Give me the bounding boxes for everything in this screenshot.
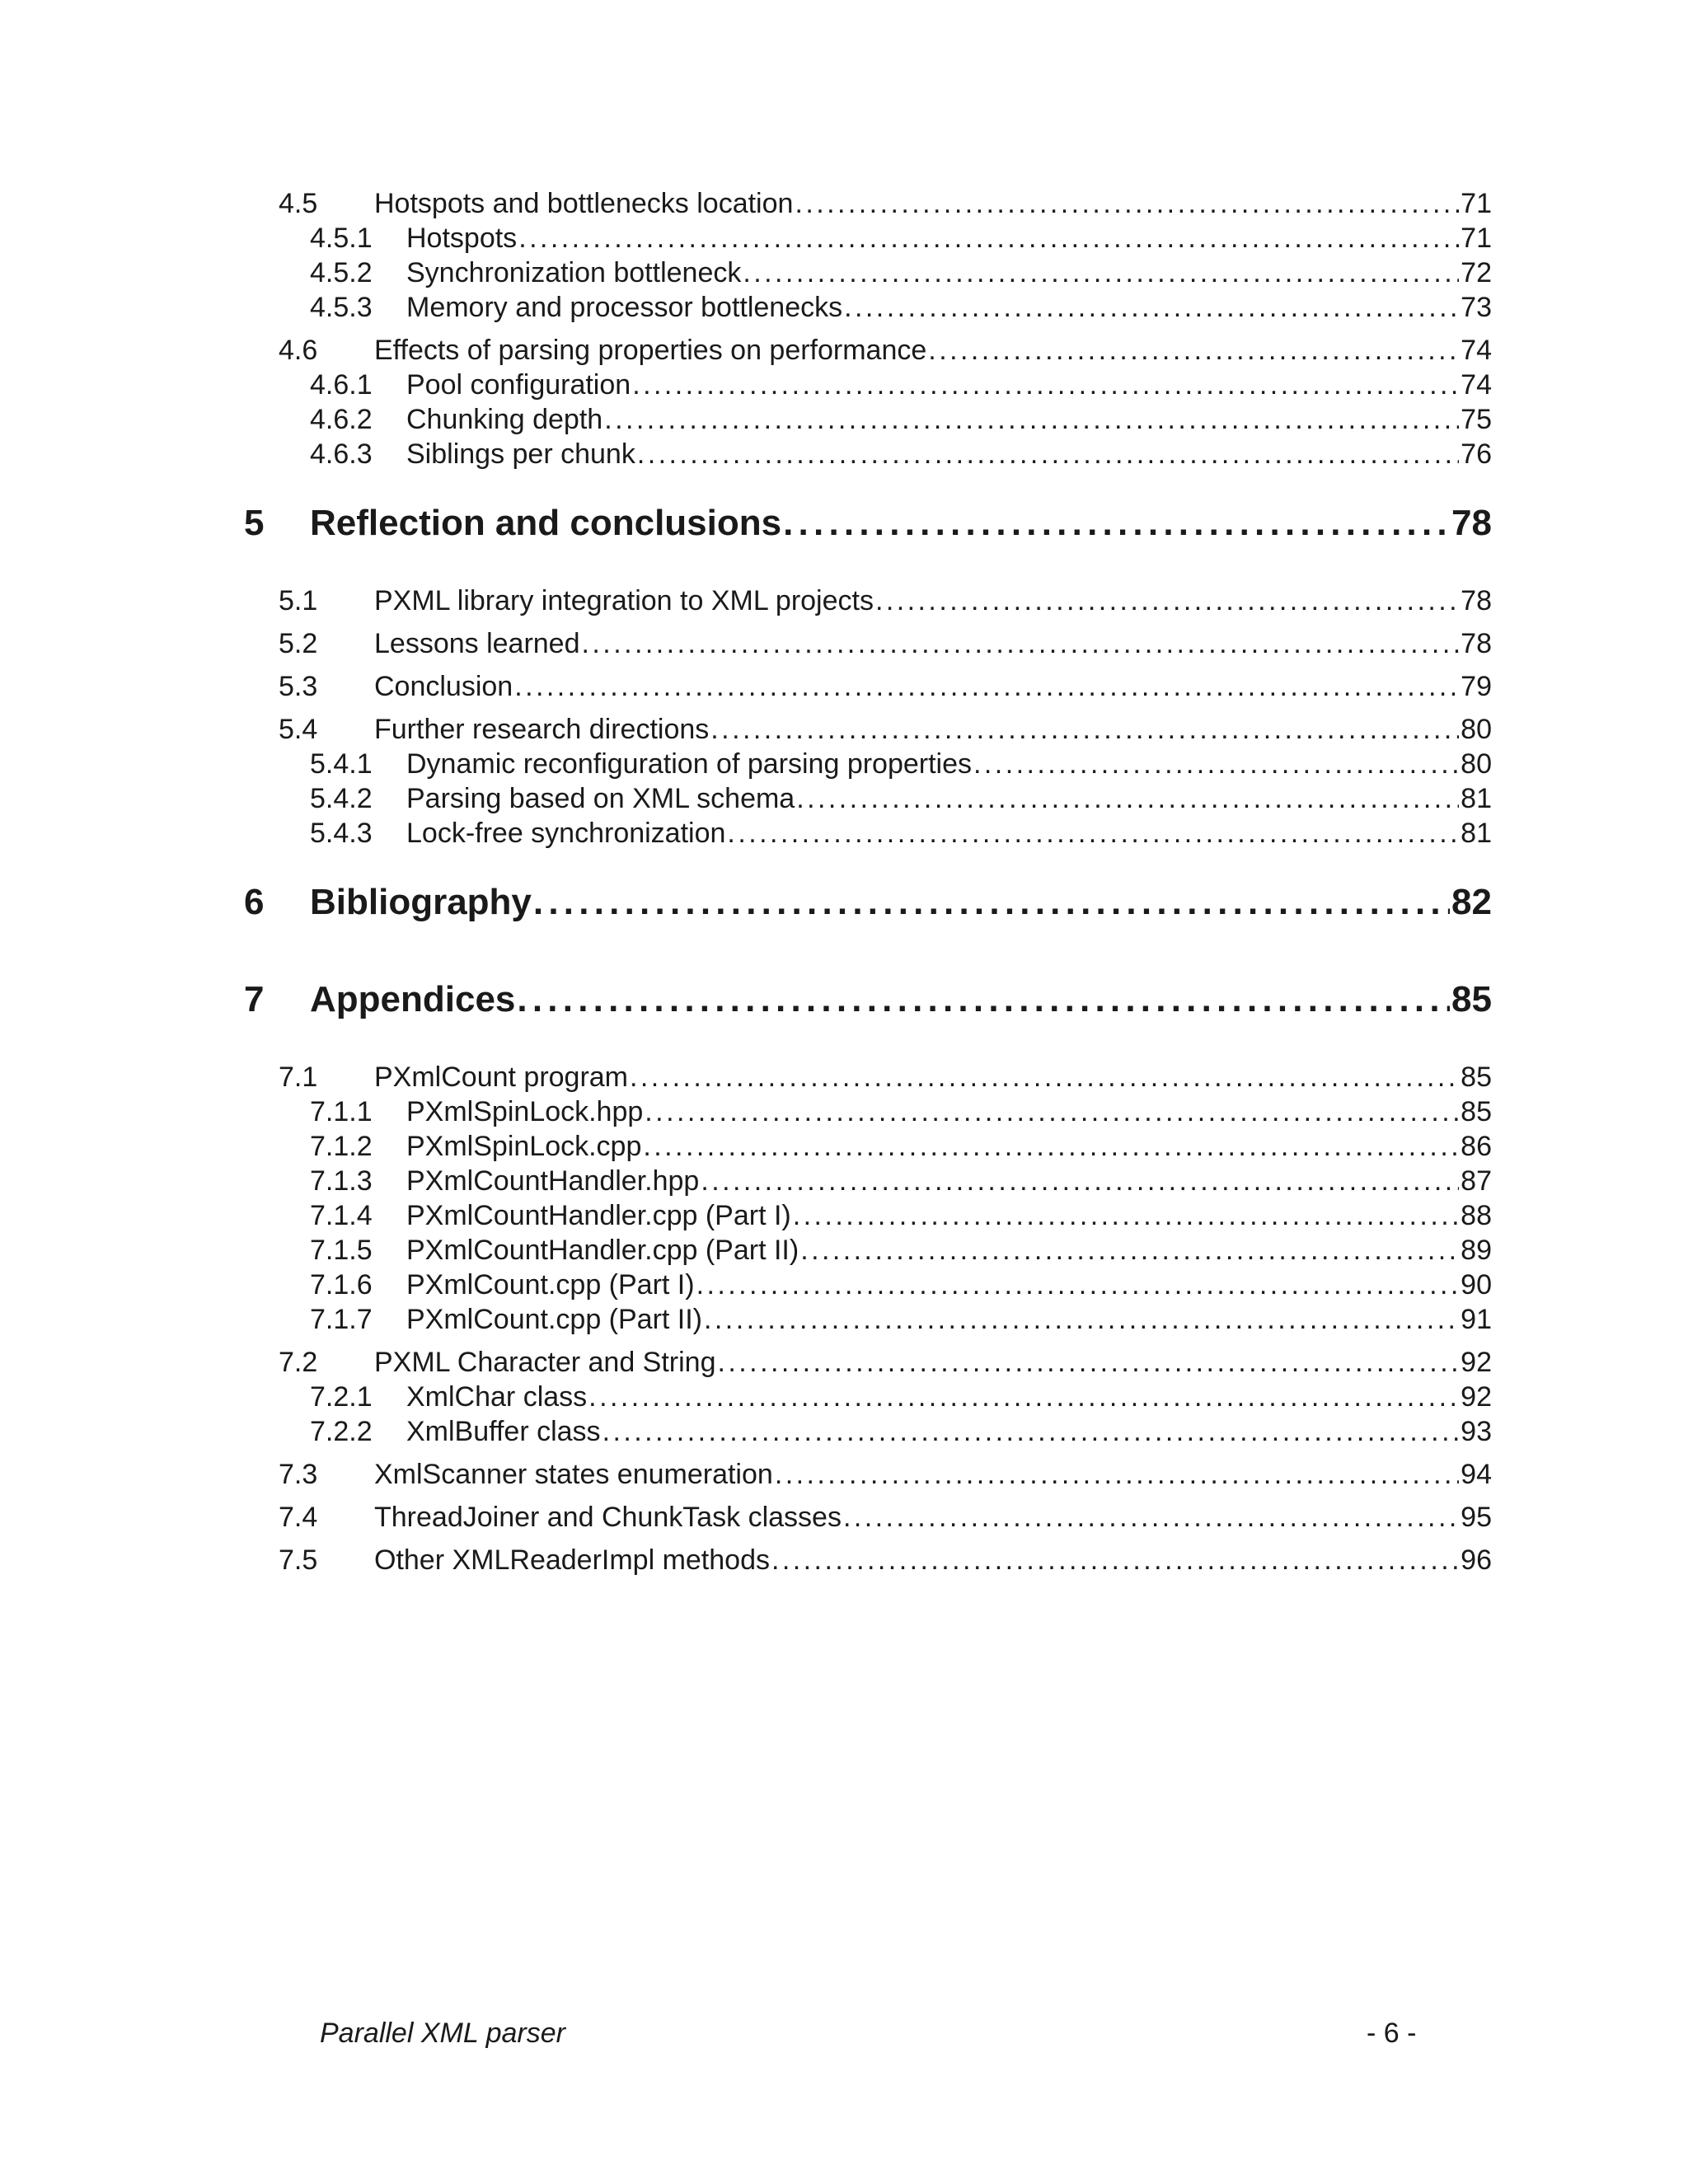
- toc-dot-leader: [783, 503, 1450, 544]
- toc-dot-leader: [696, 1269, 1460, 1301]
- toc-dot-leader: [588, 1381, 1459, 1413]
- toc-entry-title: Lock-free synchronization: [406, 818, 726, 849]
- toc-dot-leader: [795, 188, 1459, 220]
- toc-entry-number: 4.6.1: [310, 369, 373, 401]
- toc-entry-number: 5.2: [279, 628, 318, 659]
- toc-entry[interactable]: [310, 1131, 1492, 1165]
- toc-entry[interactable]: [279, 585, 1492, 620]
- toc-entry-number: 5.4.3: [310, 818, 373, 849]
- toc-entry-title: PXML Character and String: [374, 1347, 716, 1378]
- toc-entry[interactable]: [310, 404, 1492, 438]
- toc-entry-title: Chunking depth: [406, 404, 603, 435]
- toc-entry-page: 71: [1461, 188, 1492, 219]
- toc-entry-page: 85: [1451, 979, 1492, 1019]
- toc-entry-title: ThreadJoiner and ChunkTask classes: [374, 1502, 842, 1533]
- toc-entry[interactable]: [310, 257, 1492, 292]
- toc-entry-number: 7: [244, 979, 265, 1019]
- toc-entry-title: Conclusion: [374, 671, 513, 702]
- toc-entry[interactable]: [279, 1347, 1492, 1381]
- toc-entry[interactable]: [310, 783, 1492, 818]
- toc-entry-title: Synchronization bottleneck: [406, 257, 742, 288]
- toc-dot-leader: [604, 404, 1459, 436]
- toc-dot-leader: [704, 1304, 1459, 1336]
- toc-entry-page: 82: [1451, 882, 1492, 922]
- toc-entry-title: Parsing based on XML schema: [406, 783, 795, 814]
- toc-entry-number: 5: [244, 503, 265, 543]
- toc-dot-leader: [643, 1131, 1459, 1163]
- toc-entry-number: 7.1.2: [310, 1131, 373, 1162]
- toc-entry-page: 71: [1461, 223, 1492, 254]
- toc-entry-title: PXmlSpinLock.cpp: [406, 1131, 642, 1162]
- toc-entry-title: Hotspots: [406, 223, 518, 254]
- toc-entry-number: 7.1.3: [310, 1165, 373, 1197]
- toc-entry-title: PXmlCountHandler.cpp (Part II): [406, 1235, 799, 1266]
- toc-entry-number: 7.5: [279, 1544, 318, 1576]
- toc-entry[interactable]: [279, 1502, 1492, 1536]
- toc-dot-leader: [701, 1165, 1459, 1197]
- toc-entry-page: 91: [1461, 1304, 1492, 1335]
- toc-entry-page: 95: [1461, 1502, 1492, 1533]
- toc-entry-page: 78: [1461, 628, 1492, 659]
- toc-dot-leader: [517, 979, 1450, 1020]
- toc-entry-title: Pool configuration: [406, 369, 631, 401]
- toc-entry-page: 78: [1451, 503, 1492, 543]
- toc-entry-title: PXmlCount.cpp (Part II): [406, 1304, 703, 1335]
- toc-entry-number: 4.5.1: [310, 223, 373, 254]
- toc-dot-leader: [743, 257, 1459, 289]
- toc-entry-page: 93: [1461, 1416, 1492, 1447]
- toc-entry[interactable]: [310, 1096, 1492, 1131]
- toc-entry-title: Siblings per chunk: [406, 438, 635, 470]
- toc-entry[interactable]: [279, 1062, 1492, 1096]
- toc-entry[interactable]: [244, 882, 1492, 931]
- toc-entry-page: 96: [1461, 1544, 1492, 1576]
- toc-entry-title: Lessons learned: [374, 628, 580, 659]
- toc-entry[interactable]: [310, 1200, 1492, 1235]
- toc-entry[interactable]: [279, 188, 1492, 223]
- toc-entry-title: PXmlCountHandler.hpp: [406, 1165, 700, 1197]
- footer-page-number: - 6 -: [1367, 2018, 1417, 2049]
- toc-entry-number: 7.2.1: [310, 1381, 373, 1413]
- toc-entry-title: Dynamic reconfiguration of parsing properties: [406, 748, 973, 780]
- toc-dot-leader: [710, 714, 1459, 746]
- toc-entry-title: PXmlCount.cpp (Part I): [406, 1269, 695, 1301]
- toc-entry[interactable]: [244, 979, 1492, 1029]
- toc-dot-leader: [718, 1347, 1460, 1379]
- toc-entry-page: 94: [1461, 1459, 1492, 1490]
- toc-entry[interactable]: [310, 292, 1492, 326]
- toc-entry[interactable]: [310, 1235, 1492, 1269]
- toc-dot-leader: [514, 671, 1459, 703]
- toc-entry-title: Appendices: [310, 979, 516, 1019]
- toc-entry-title: XmlChar class: [406, 1381, 588, 1413]
- toc-entry[interactable]: [279, 335, 1492, 369]
- toc-entry-title: PXML library integration to XML projects: [374, 585, 874, 616]
- toc-entry-number: 5.4.1: [310, 748, 373, 780]
- toc-dot-leader: [637, 438, 1459, 471]
- toc-entry[interactable]: [310, 818, 1492, 852]
- toc-entry[interactable]: [279, 1459, 1492, 1493]
- toc-entry-page: 75: [1461, 404, 1492, 435]
- toc-dot-leader: [843, 1502, 1459, 1534]
- toc-dot-leader: [630, 1062, 1459, 1094]
- toc-entry-number: 4.6: [279, 335, 318, 366]
- toc-dot-leader: [632, 369, 1459, 401]
- toc-entry-number: 6: [244, 882, 265, 922]
- toc-dot-leader: [603, 1416, 1460, 1448]
- toc-entry-title: PXmlCountHandler.cpp (Part I): [406, 1200, 791, 1231]
- toc-entry-page: 81: [1461, 818, 1492, 849]
- toc-entry-number: 7.4: [279, 1502, 318, 1533]
- toc-entry-title: PXmlSpinLock.hpp: [406, 1096, 644, 1127]
- toc-dot-leader: [771, 1544, 1459, 1577]
- toc-entry-page: 92: [1461, 1347, 1492, 1378]
- toc-entry-title: Memory and processor bottlenecks: [406, 292, 843, 323]
- toc-entry-page: 85: [1461, 1096, 1492, 1127]
- toc-dot-leader: [727, 818, 1459, 850]
- toc-entry-number: 5.4.2: [310, 783, 373, 814]
- toc-entry-page: 79: [1461, 671, 1492, 702]
- toc-entry-page: 90: [1461, 1269, 1492, 1301]
- toc-entry-number: 7.1: [279, 1062, 318, 1093]
- toc-entry-title: Effects of parsing properties on performance: [374, 335, 927, 366]
- toc-entry-number: 7.1.6: [310, 1269, 373, 1301]
- toc-entry[interactable]: [310, 1304, 1492, 1338]
- toc-entry[interactable]: [310, 223, 1492, 257]
- toc-entry[interactable]: [310, 1269, 1492, 1304]
- toc-entry-number: 5.3: [279, 671, 318, 702]
- toc-entry-number: 4.5: [279, 188, 318, 219]
- toc-entry-title: Hotspots and bottlenecks location: [374, 188, 794, 219]
- toc-entry[interactable]: [310, 1416, 1492, 1451]
- toc-entry-title: Further research directions: [374, 714, 710, 745]
- toc-entry-page: 87: [1461, 1165, 1492, 1197]
- toc-entry-page: 78: [1461, 585, 1492, 616]
- toc-entry-page: 80: [1461, 714, 1492, 745]
- toc-entry-number: 7.2.2: [310, 1416, 373, 1447]
- toc-entry-title: Reflection and conclusions: [310, 503, 782, 543]
- toc-entry-number: 4.5.3: [310, 292, 373, 323]
- toc-entry-page: 86: [1461, 1131, 1492, 1162]
- toc-entry-number: 4.6.3: [310, 438, 373, 470]
- toc-entry[interactable]: [279, 714, 1492, 748]
- toc-entry-number: 4.6.2: [310, 404, 373, 435]
- toc-entry[interactable]: [310, 1165, 1492, 1200]
- toc-entry[interactable]: [244, 503, 1492, 552]
- toc-entry-page: 80: [1461, 748, 1492, 780]
- toc-entry[interactable]: [310, 438, 1492, 473]
- toc-dot-leader: [645, 1096, 1459, 1128]
- toc-entry[interactable]: [310, 1381, 1492, 1416]
- toc-entry-page: 81: [1461, 783, 1492, 814]
- toc-entry-page: 72: [1461, 257, 1492, 288]
- toc-entry-page: 89: [1461, 1235, 1492, 1266]
- toc-entry-number: 4.5.2: [310, 257, 373, 288]
- toc-entry-title: PXmlCount program: [374, 1062, 629, 1093]
- toc-entry-page: 76: [1461, 438, 1492, 470]
- toc-entry[interactable]: [279, 671, 1492, 705]
- footer-document-title: Parallel XML parser: [320, 2018, 565, 2049]
- toc-dot-leader: [875, 585, 1459, 617]
- toc-dot-leader: [582, 628, 1460, 660]
- toc-entry-page: 74: [1461, 369, 1492, 401]
- toc-entry[interactable]: [279, 628, 1492, 663]
- toc-entry-title: Other XMLReaderImpl methods: [374, 1544, 770, 1576]
- toc-dot-leader: [518, 223, 1459, 255]
- toc-entry[interactable]: [310, 369, 1492, 404]
- toc-dot-leader: [800, 1235, 1459, 1267]
- toc-entry-number: 7.1.7: [310, 1304, 373, 1335]
- toc-entry-number: 5.1: [279, 585, 318, 616]
- toc-entry-page: 85: [1461, 1062, 1492, 1093]
- toc-entry-number: 7.3: [279, 1459, 318, 1490]
- toc-dot-leader: [928, 335, 1459, 367]
- toc-entry-number: 7.1.5: [310, 1235, 373, 1266]
- toc-entry-title: Bibliography: [310, 882, 532, 922]
- toc-dot-leader: [533, 882, 1450, 923]
- toc-dot-leader: [793, 1200, 1459, 1232]
- toc-entry-page: 74: [1461, 335, 1492, 366]
- toc-dot-leader: [796, 783, 1459, 815]
- toc-entry-number: 7.1.1: [310, 1096, 373, 1127]
- toc-entry-number: 7.2: [279, 1347, 318, 1378]
- toc-entry-page: 88: [1461, 1200, 1492, 1231]
- toc-entry-number: 7.1.4: [310, 1200, 373, 1231]
- toc-entry-title: XmlBuffer class: [406, 1416, 601, 1447]
- toc-dot-leader: [973, 748, 1459, 780]
- toc-entry[interactable]: [279, 1544, 1492, 1579]
- toc-entry[interactable]: [310, 748, 1492, 783]
- toc-dot-leader: [775, 1459, 1459, 1491]
- toc-entry-page: 92: [1461, 1381, 1492, 1413]
- toc-entry-title: XmlScanner states enumeration: [374, 1459, 773, 1490]
- toc-dot-leader: [844, 292, 1459, 324]
- toc-entry-page: 73: [1461, 292, 1492, 323]
- toc-entry-number: 5.4: [279, 714, 318, 745]
